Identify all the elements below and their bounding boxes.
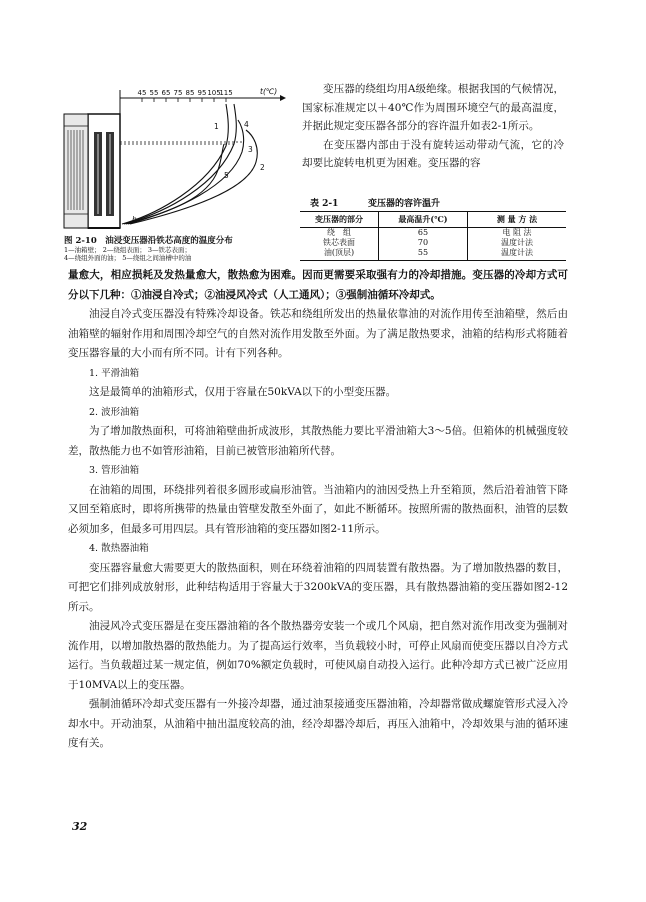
curve-label: 5	[224, 171, 229, 180]
table-cell: 绕 组	[300, 228, 379, 239]
x-tick-label: 85	[185, 89, 195, 97]
x-axis-label: t(℃)	[260, 87, 278, 96]
x-tick-label: 45	[137, 89, 147, 97]
heading-radiator-tank: 4. 散热器油箱	[89, 543, 149, 554]
table-title-text: 变压器的容许温升	[368, 199, 441, 209]
figure-caption-title: 图 2-10 油浸变压器沿铁芯高度的温度分布	[64, 236, 233, 246]
paragraph-self-cooled: 油浸自冷式变压器没有特殊冷却设备。铁芯和绕组所发出的热量依靠油的对流作用传至油箱壁，然后由油箱壁的辐射作用和周围冷却空气的自然对流作用发散至外面。为了满足散热要求，油箱的结构形式将随着变压器容量的大小而有所不同。计有下列各种。	[68, 308, 568, 359]
text-cont: 量愈大，相应损耗及发热量愈大，散热愈为困难。因而更需要采取强有力的冷却措施。变压器的冷却方式可分以下几种：	[68, 269, 568, 301]
curve-label: 3	[248, 145, 253, 154]
paragraph-radiator-tank: 变压器容量愈大需要更大的散热面积，则在环绕着油箱的四周装置有散热器。为了增加散热器的数目，可把它们排列成放射形，此种结构适用于容量大于3200kVA的变压器，具有散热器油箱的变压器如图2-12所示。	[68, 561, 568, 613]
y-axis-label: h	[132, 215, 137, 224]
temperature-curves	[122, 104, 257, 224]
table-header-cell: 变压器的部分	[300, 212, 379, 228]
main-body-text	[68, 266, 568, 754]
table-row	[300, 238, 566, 248]
table-cell: 70	[379, 238, 468, 248]
right-column-text	[302, 80, 564, 173]
curve-label: 1	[214, 122, 219, 131]
paragraph-cooling-difficulty: 在变压器内部由于没有旋转运动带动气流，它的冷却要比旋转电机更为困难。变压器的容	[302, 138, 564, 169]
figure-legend-line-2: 4—绕组外面的油； 5—绕组之间油槽中的油	[64, 254, 192, 262]
table-number: 表 2-1	[310, 199, 339, 209]
x-tick-label: 95	[197, 89, 207, 97]
table-cell: 55	[379, 248, 468, 261]
table-cell: 65	[379, 228, 468, 239]
x-axis-ticks	[142, 98, 226, 102]
paragraph-fan-cooled: 油浸风冷式变压器是在变压器油箱的各个散热器旁安装一个或几个风扇，把自然对流作用改变为强制对流作用，以增加散热器的散热能力。为了提高运行效率，当负载较小时，可停止风扇而使变压器以自冷方式运行。当负载超过某一规定值，例如70%额定负载时，可使风扇自动投入运行。此种冷却方式已被广泛应用于10MVA以上的变压器。	[68, 620, 568, 691]
text-cooling-types: ①油浸自冷式；②油浸风冷式（人工通风）；③强制油循环冷却式。	[131, 288, 441, 301]
table-row	[300, 228, 566, 239]
x-tick-label: 115	[219, 89, 233, 97]
curve-1-tank-wall	[122, 104, 228, 224]
temperature-distribution-figure	[58, 86, 304, 236]
figure-drawing	[58, 86, 304, 236]
table-cell: 电 阻 法	[502, 228, 532, 237]
table-cell: 铁芯表面	[300, 238, 379, 248]
paragraph-cooling-methods	[68, 266, 568, 305]
paragraph-corrugated-tank: 为了增加散热面积，可将油箱壁曲折成波形，其散热能力要比平滑油箱大3～5倍。但箱体的机械强度较差，散热能力也不如管形油箱，目前已被管形油箱所代替。	[68, 425, 568, 457]
x-tick-label: 105	[207, 89, 221, 97]
table-cell: 温度计法	[468, 248, 567, 261]
curve-label: 4	[244, 120, 249, 129]
x-tick-label: 55	[149, 89, 159, 97]
table-header-cell: 测 量 方 法	[468, 212, 567, 228]
page-number: 32	[72, 820, 88, 833]
paragraph-forced-oil: 强制油循环冷却式变压器有一外接冷却器，通过油泵接通变压器油箱，冷却器常做成螺旋管形式浸入冷却水中。开动油泵，从油箱中抽出温度较高的油，经冷却器冷却后，再压入油箱中，冷却效果与油的循环速度有关。	[68, 698, 568, 749]
table-title	[302, 196, 564, 209]
table-header-cell: 最高温升(℃)	[379, 212, 468, 228]
figure-legend-line-1: 1—油箱壁； 2—绕组表面； 3—铁芯表面；	[64, 246, 192, 254]
curve-label: 2	[260, 163, 265, 172]
x-tick-label: 65	[161, 89, 171, 97]
x-axis-tick-labels	[138, 89, 233, 97]
paragraph-insulation: 变压器的绕组均用A级绝缘。根据我国的气候情况，国家标准规定以＋40℃作为周围环境空气的最高温度，并据此规定变压器各部分的容许温升如表2-1所示。	[302, 83, 564, 132]
tank-wall	[64, 114, 88, 228]
table-row	[300, 248, 566, 261]
curve-labels	[132, 120, 265, 224]
temperature-rise-table	[300, 211, 566, 261]
table-cell: 油(顶层)	[300, 248, 379, 261]
heading-corrugated-tank: 2. 波形油箱	[89, 406, 140, 418]
heading-tubular-tank: 3. 管形油箱	[89, 465, 140, 476]
heading-smooth-tank: 1. 平滑油箱	[89, 367, 140, 379]
paragraph-smooth-tank: 这是最简单的油箱形式，仅用于容量在50kVA以下的小型变压器。	[89, 386, 397, 398]
table-cell: 温度计法	[501, 238, 533, 247]
table-header-row	[300, 212, 566, 228]
tank-outline	[88, 114, 120, 228]
paragraph-tubular-tank: 在油箱的周围，环绕排列着很多圆形或扁形油管。当油箱内的油因受热上升至箱顶，然后沿着油管下降又回至箱底时，即将所携带的热量由管壁发散至外面了，如此不断循环。按照所需的散热面积，油管的层数必须加多，但最多可用四层。具有管形油箱的变压器如图2-11所示。	[68, 483, 568, 535]
figure-caption	[64, 236, 304, 262]
x-tick-label: 75	[173, 89, 183, 97]
